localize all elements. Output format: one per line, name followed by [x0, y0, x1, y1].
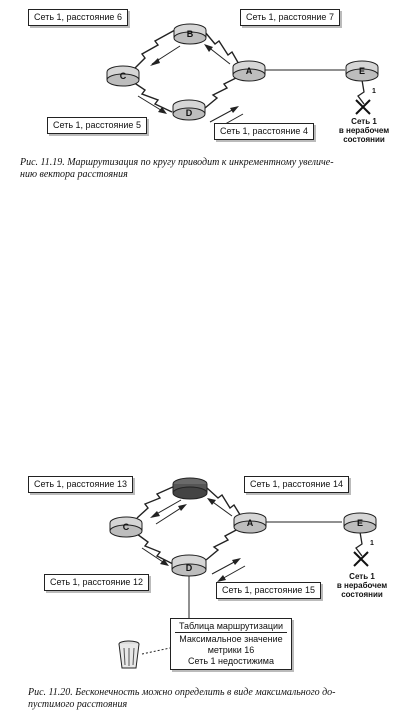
- label-router-a: Сеть 1, расстояние 15: [216, 582, 321, 599]
- router-a-label: A: [246, 518, 254, 528]
- router-c-label: C: [119, 71, 127, 81]
- routing-table-line: Сеть 1 недостижима: [188, 656, 274, 666]
- arrow-b-to-c: [150, 500, 181, 518]
- network-down-text: Сеть 1 в нерабочем состоянии: [338, 117, 390, 144]
- router-a-label: A: [245, 66, 253, 76]
- router-e-label: E: [356, 518, 363, 528]
- figure-11-20: [0, 468, 420, 724]
- arrow-a-to-b: [204, 44, 230, 64]
- routing-table-line: Максимальное значение: [179, 634, 283, 644]
- arrow-a-to-b: [207, 498, 232, 516]
- label-router-b: Сеть 1, расстояние 14: [244, 476, 349, 493]
- routing-table-title: Таблица маршрутизации: [175, 621, 287, 633]
- arrow-c-to-b: [156, 504, 187, 524]
- arrow-d-to-a: [212, 558, 241, 574]
- arrow-b-to-c: [150, 46, 180, 66]
- fault-number: 1: [370, 540, 374, 547]
- arrow-a-to-d: [217, 566, 245, 582]
- arrow-c-to-d: [138, 96, 167, 114]
- label-router-a: Сеть 1, расстояние 4: [214, 123, 314, 140]
- link-c-d: [137, 534, 173, 564]
- link-d-a: [205, 76, 240, 108]
- router-d-label: D: [185, 108, 193, 118]
- label-router-b: Сеть 1, расстояние 7: [240, 9, 340, 26]
- router-b-label: B: [186, 29, 194, 39]
- arrow-d-to-a: [210, 106, 239, 122]
- label-router-d: Сеть 1, расстояние 12: [44, 574, 149, 591]
- link-d-a: [206, 528, 240, 560]
- table-to-trash-link: [142, 648, 170, 654]
- router-c-label: C: [122, 522, 130, 532]
- fault-link: [358, 80, 364, 104]
- figure-11-19: [0, 0, 420, 200]
- fault-number: 1: [372, 88, 376, 95]
- label-router-d: Сеть 1, расстояние 5: [47, 117, 147, 134]
- trash-can-icon: [119, 641, 139, 668]
- label-router-c: Сеть 1, расстояние 13: [28, 476, 133, 493]
- router-b-icon: [173, 478, 207, 499]
- figure-caption: Рис. 11.20. Бесконечность можно определить в виде максимального до- пустимого расстояния: [28, 687, 336, 710]
- fault-link: [356, 532, 362, 556]
- network-down-text: Сеть 1 в нерабочем состоянии: [336, 572, 388, 599]
- label-router-c: Сеть 1, расстояние 6: [28, 9, 128, 26]
- routing-table-line: метрики 16: [207, 645, 255, 655]
- router-e-label: E: [358, 66, 365, 76]
- routing-table: [170, 618, 292, 670]
- router-d-label: D: [185, 563, 193, 573]
- figure-caption: Рис. 11.19. Маршрутизация по кругу приводит к инкрементному увеличе- нию вектора расстояния: [20, 157, 334, 180]
